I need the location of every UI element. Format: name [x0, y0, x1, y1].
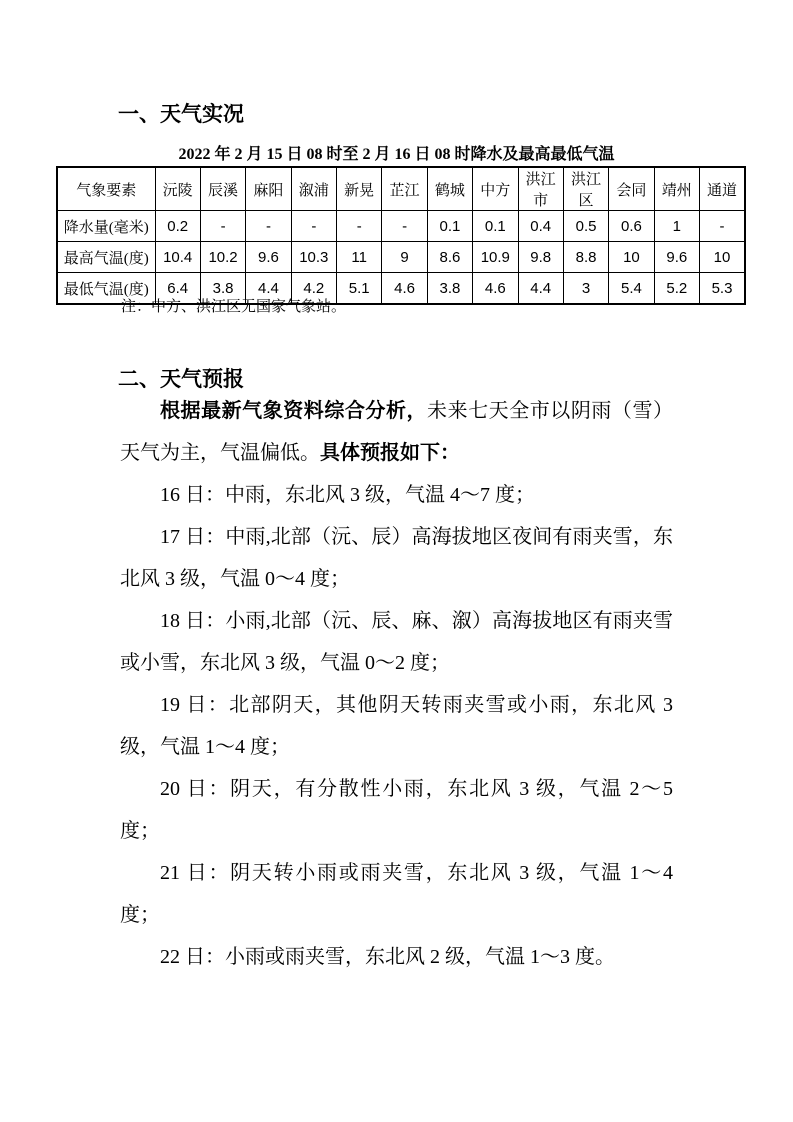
forecast-item: 16 日：中雨，东北风 3 级，气温 4～7 度；: [160, 484, 535, 506]
table-cell-value: 0.1: [473, 211, 518, 242]
table-cell-value: 9.8: [518, 242, 563, 273]
intro-normal-text: 未来七天全市以阴雨（雪）天气为主，气温偏低。: [120, 400, 674, 464]
table-cell-value: -: [382, 211, 427, 242]
table-cell-value: 4.4: [518, 273, 563, 305]
column-header-station: 洪江区: [563, 167, 608, 211]
column-header-station: 靖州: [654, 167, 699, 211]
table-cell-value: -: [200, 211, 245, 242]
table-cell-value: 9.6: [246, 242, 291, 273]
table-cell-value: 4.2: [291, 273, 336, 305]
table-cell-value: 4.6: [473, 273, 518, 305]
forecast-item: 18 日：小雨,北部（沅、辰、麻、溆）高海拔地区有雨夹雪或小雪，东北风 3 级，气温 0～2 度；: [120, 610, 673, 674]
table-cell-value: 10.2: [200, 242, 245, 273]
forecast-item: 17 日：中雨,北部（沅、辰）高海拔地区夜间有雨夹雪，东北风 3 级，气温 0～4 度；: [120, 526, 673, 590]
table-cell-value: 10: [609, 242, 654, 273]
table-cell-value: 5.1: [337, 273, 382, 305]
table-cell-value: 5.3: [700, 273, 746, 305]
column-header-station: 辰溪: [200, 167, 245, 211]
table-cell-value: 9.6: [654, 242, 699, 273]
table-cell-value: 8.8: [563, 242, 608, 273]
intro-bold-lead: 根据最新气象资料综合分析，: [160, 400, 428, 422]
table-row: [57, 211, 745, 242]
forecast-item: 21 日：阴天转小雨或雨夹雪，东北风 3 级，气温 1～4 度；: [120, 862, 673, 926]
intro-bold-tail: 具体预报如下：: [320, 442, 460, 464]
section1-heading: 一、天气实况: [118, 102, 244, 126]
forecast-item: 22 日：小雨或雨夹雪，东北风 2 级，气温 1～3 度。: [160, 946, 615, 968]
table-cell-value: 0.4: [518, 211, 563, 242]
column-header-station: 新晃: [337, 167, 382, 211]
table-cell-value: 10.3: [291, 242, 336, 273]
table-cell-value: 10.9: [473, 242, 518, 273]
table-cell-value: 9: [382, 242, 427, 273]
table-cell-value: 5.4: [609, 273, 654, 305]
table-cell-value: 0.5: [563, 211, 608, 242]
table-cell-value: -: [337, 211, 382, 242]
table-title: 2022 年 2 月 15 日 08 时至 2 月 16 日 08 时降水及最高最低气温: [178, 146, 615, 163]
table-cell-value: 4.4: [246, 273, 291, 305]
table-cell-value: 5.2: [654, 273, 699, 305]
table-cell-value: 11: [337, 242, 382, 273]
table-note: 注：中方、洪江区无国家气象站。: [121, 299, 347, 315]
table-cell-value: 1: [654, 211, 699, 242]
column-header-station: 洪江市: [518, 167, 563, 211]
weather-observation-table: [56, 166, 746, 305]
table-cell-value: 10.4: [155, 242, 200, 273]
table-cell-value: -: [291, 211, 336, 242]
section2-heading: 二、天气预报: [118, 367, 244, 391]
forecast-item: 20 日：阴天，有分散性小雨，东北风 3 级，气温 2～5 度；: [120, 778, 673, 842]
table-row: [57, 242, 745, 273]
table-cell-value: 6.4: [155, 273, 200, 305]
column-header-station: 中方: [473, 167, 518, 211]
column-header-station: 通道: [700, 167, 746, 211]
table-cell-value: 4.6: [382, 273, 427, 305]
table-cell-value: 3.8: [427, 273, 472, 305]
column-header-element: 气象要素: [57, 167, 155, 211]
column-header-station: 麻阳: [246, 167, 291, 211]
table-cell-value: -: [246, 211, 291, 242]
table-cell-value: 0.2: [155, 211, 200, 242]
row-label: 最低气温(度): [57, 273, 155, 305]
column-header-station: 溆浦: [291, 167, 336, 211]
column-header-station: 沅陵: [155, 167, 200, 211]
intro-paragraph: [120, 390, 673, 474]
table-cell-value: 3.8: [200, 273, 245, 305]
table-cell-value: 0.6: [609, 211, 654, 242]
column-header-station: 鹤城: [427, 167, 472, 211]
table-header-row: [57, 167, 745, 211]
table-cell-value: 10: [700, 242, 746, 273]
row-label: 最高气温(度): [57, 242, 155, 273]
table-cell-value: 0.1: [427, 211, 472, 242]
forecast-list: [120, 474, 673, 978]
column-header-station: 芷江: [382, 167, 427, 211]
table-cell-value: 8.6: [427, 242, 472, 273]
row-label: 降水量(毫米): [57, 211, 155, 242]
table-cell-value: 3: [563, 273, 608, 305]
table-cell-value: -: [700, 211, 746, 242]
forecast-item: 19 日：北部阴天，其他阴天转雨夹雪或小雨，东北风 3 级，气温 1～4 度；: [120, 694, 673, 758]
forecast-body: [120, 390, 673, 978]
column-header-station: 会同: [609, 167, 654, 211]
